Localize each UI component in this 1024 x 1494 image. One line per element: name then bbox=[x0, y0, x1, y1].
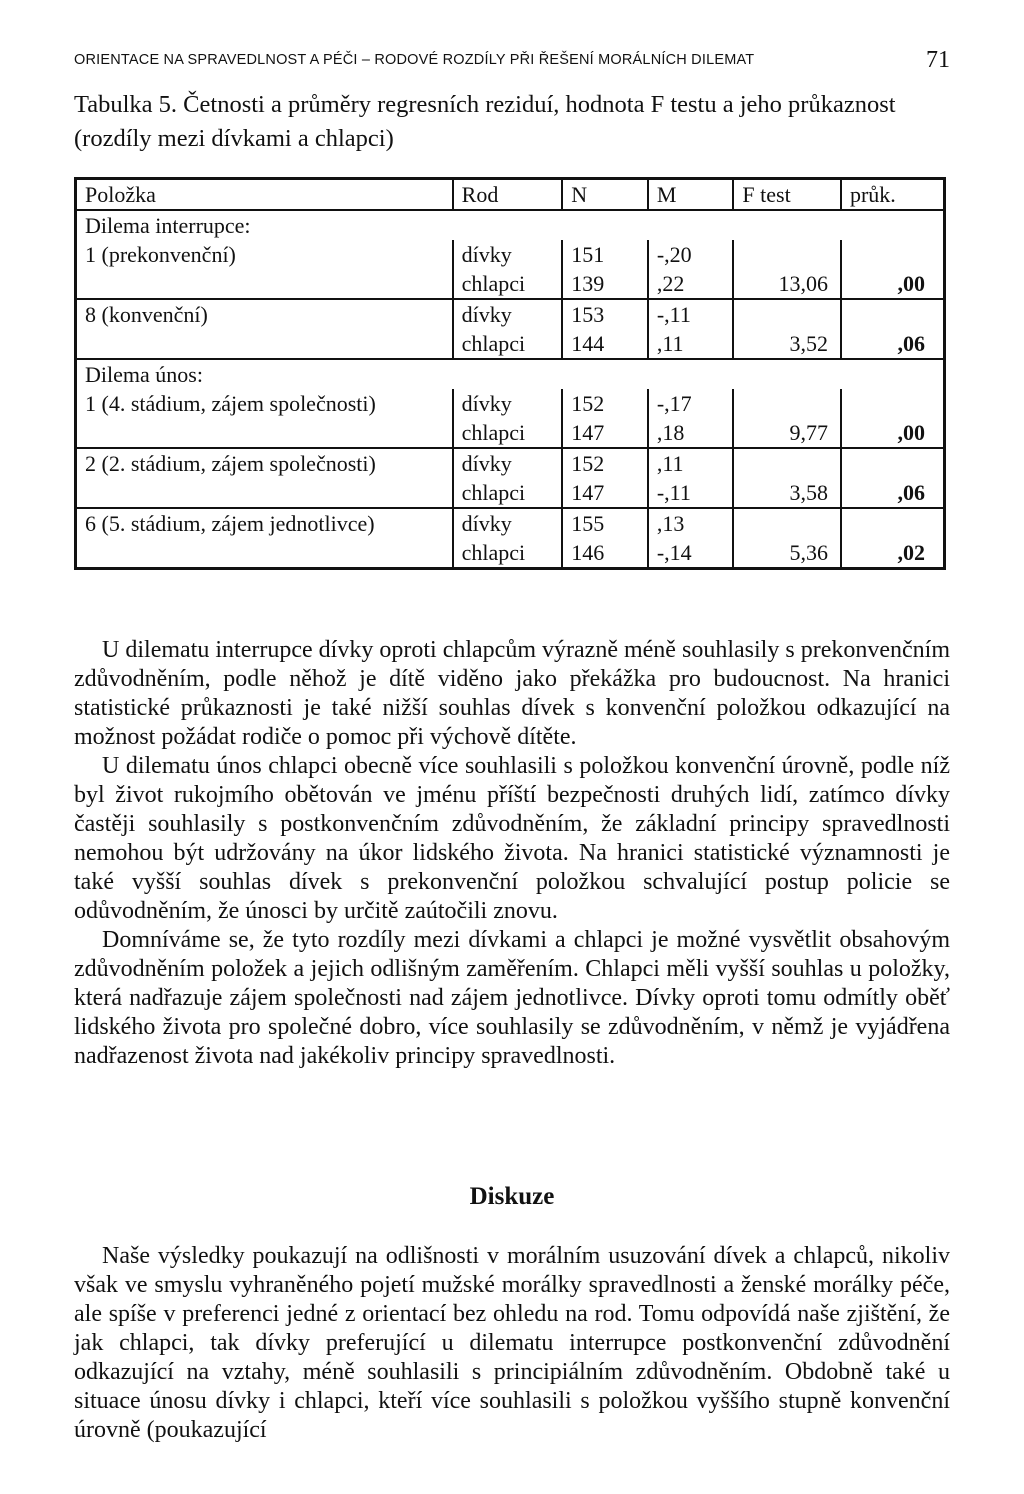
significance-cell bbox=[841, 299, 945, 329]
mean-cell: ,11 bbox=[648, 448, 734, 478]
table-row bbox=[76, 418, 945, 448]
table-row bbox=[76, 269, 945, 299]
significance-cell: ,02 bbox=[841, 538, 945, 569]
running-head: ORIENTACE NA SPRAVEDLNOST A PÉČI – RODOVÉ ROZDÍLY PŘI ŘEŠENÍ MORÁLNÍCH DILEMAT bbox=[74, 52, 755, 68]
n-cell: 144 bbox=[562, 329, 648, 359]
data-table bbox=[74, 177, 946, 570]
f-test-cell bbox=[733, 299, 841, 329]
paragraph: U dilematu únos chlapci obecně více souhlasili s položkou konvenční úrovně, podle níž byl život rukojmího obětován ve jménu příští bezpečnosti druhých lidí, zatímco dívky častěji souhlasily s postkonvenčním zdůvodněním, že základní principy spravedlnosti nemohou být udržovány na úkor lidského života. Na hranici statistické významnosti je také vyšší souhlas dívek s prekonvenční položkou schvalující postup policie se odůvodněním, že únosci by určitě zaútočili znovu. bbox=[74, 753, 950, 924]
column-header-n: N bbox=[562, 179, 648, 211]
significance-cell: ,06 bbox=[841, 329, 945, 359]
item-label: 1 (prekonvenční) bbox=[85, 242, 236, 267]
mean-cell: ,18 bbox=[648, 418, 734, 448]
table-caption: Tabulka 5. Četnosti a průměry regresních reziduí, hodnota F testu a jeho průkaznost (rozdíly mezi dívkami a chlapci) bbox=[74, 91, 896, 152]
n-cell: 152 bbox=[562, 389, 648, 418]
table-row bbox=[76, 478, 945, 508]
paragraph: Domníváme se, že tyto rozdíly mezi dívkami a chlapci je možné vysvětlit obsahovým zdůvodněním položek a jejich odlišným zaměřením. Chlapci měli vyšší souhlas u položky, která nadřazuje zájem společnosti nad zájem jednotlivce. Dívky oproti tomu odmítly oběť lidského života pro společné dobro, více souhlasily se zdůvodněním, v němž je vyjádřena nadřazenost života nad jakékoliv principy spravedlnosti. bbox=[74, 927, 950, 1069]
significance-cell: ,06 bbox=[841, 478, 945, 508]
item-label: 6 (5. stádium, zájem jednotlivce) bbox=[76, 508, 453, 538]
mean-cell: -,20 bbox=[648, 240, 734, 269]
section-header-row bbox=[76, 210, 945, 240]
f-test-cell: 13,06 bbox=[733, 269, 841, 299]
f-test-cell: 9,77 bbox=[733, 418, 841, 448]
column-header-item: Položka bbox=[76, 179, 453, 211]
item-label-empty bbox=[76, 418, 453, 448]
column-header-significance: průk. bbox=[841, 179, 945, 211]
significance-cell bbox=[841, 508, 945, 538]
significance-cell: ,00 bbox=[841, 418, 945, 448]
table-header-row bbox=[76, 179, 945, 211]
gender-cell: dívky bbox=[453, 299, 563, 329]
page-number: 71 bbox=[926, 46, 950, 73]
gender-cell: dívky bbox=[453, 448, 563, 478]
table-row bbox=[76, 329, 945, 359]
section-title: Dilema únos: bbox=[76, 359, 945, 389]
n-cell: 152 bbox=[562, 448, 648, 478]
f-test-cell: 3,52 bbox=[733, 329, 841, 359]
item-label: 1 (4. stádium, zájem společnosti) bbox=[85, 391, 376, 416]
n-cell: 147 bbox=[562, 478, 648, 508]
section-header-row bbox=[76, 359, 945, 389]
significance-cell bbox=[841, 448, 945, 478]
n-cell: 155 bbox=[562, 508, 648, 538]
n-cell: 147 bbox=[562, 418, 648, 448]
item-label-empty bbox=[76, 538, 453, 569]
item-label: 2 (2. stádium, zájem společnosti) bbox=[76, 448, 453, 478]
n-cell: 151 bbox=[562, 240, 648, 269]
paragraph: Naše výsledky poukazují na odlišnosti v morálním usuzování dívek a chlapců, nikoliv však ve smyslu vyhraněného pojetí mužské morálky spravedlnosti a ženské morálky péče, ale spíše v preferenci jedné z orientací bez ohledu na rod. Tomu odpovídá naše zjištění, že jak chlapci, tak dívky preferující u dilematu interrupce postkonvenční zdůvodnění odkazující na vztahy, méně souhlasili s principiálním zdůvodněním. Obdobně také u situace únosu dívky i chlapci, kteří více souhlasili s položkou vyššího stupně konvenční úrovně (poukazující bbox=[74, 1243, 950, 1443]
item-label-empty bbox=[76, 478, 453, 508]
section-title: Dilema interrupce: bbox=[76, 210, 945, 240]
paragraph: U dilematu interrupce dívky oproti chlapcům výrazně méně souhlasily s prekonvenčním zdůvodněním, podle něhož je dítě viděno jako překážka pro budoucnost. Na hranici statistické průkaznosti je také nižší souhlas dívek s konvenční položkou odkazující na možnost požádat rodiče o pomoc při výchově dítěte. bbox=[74, 637, 950, 750]
column-header-f-test: F test bbox=[733, 179, 841, 211]
mean-cell: -,11 bbox=[648, 478, 734, 508]
f-test-cell: 3,58 bbox=[733, 478, 841, 508]
section-heading: Diskuze bbox=[469, 1183, 555, 1210]
significance-cell: ,00 bbox=[841, 269, 945, 299]
f-test-cell bbox=[733, 448, 841, 478]
table-row bbox=[76, 508, 945, 538]
mean-cell: ,11 bbox=[648, 329, 734, 359]
significance-cell bbox=[841, 240, 945, 269]
gender-cell: chlapci bbox=[453, 538, 563, 569]
gender-cell: dívky bbox=[453, 508, 563, 538]
f-test-cell bbox=[733, 508, 841, 538]
f-test-cell bbox=[733, 240, 841, 269]
f-test-cell bbox=[733, 389, 841, 418]
f-test-cell: 5,36 bbox=[733, 538, 841, 569]
table-row bbox=[76, 240, 945, 269]
table-row bbox=[76, 538, 945, 569]
n-cell: 139 bbox=[562, 269, 648, 299]
discussion-text bbox=[74, 1242, 950, 1445]
table-row bbox=[76, 448, 945, 478]
item-label: 8 (konvenční) bbox=[76, 299, 453, 329]
gender-cell: dívky bbox=[453, 389, 563, 418]
item-label-empty bbox=[76, 329, 453, 359]
mean-cell: -,17 bbox=[648, 389, 734, 418]
item-label-empty bbox=[76, 269, 453, 299]
page-header bbox=[74, 40, 950, 80]
gender-cell: dívky bbox=[453, 240, 563, 269]
mean-cell: -,11 bbox=[648, 299, 734, 329]
gender-cell: chlapci bbox=[453, 269, 563, 299]
n-cell: 153 bbox=[562, 299, 648, 329]
table-row bbox=[76, 389, 945, 418]
column-header-mean: M bbox=[648, 179, 734, 211]
table-row bbox=[76, 299, 945, 329]
n-cell: 146 bbox=[562, 538, 648, 569]
mean-cell: -,14 bbox=[648, 538, 734, 569]
results-text bbox=[74, 636, 950, 1071]
mean-cell: ,22 bbox=[648, 269, 734, 299]
gender-cell: chlapci bbox=[453, 329, 563, 359]
mean-cell: ,13 bbox=[648, 508, 734, 538]
column-header-gender: Rod bbox=[453, 179, 563, 211]
gender-cell: chlapci bbox=[453, 478, 563, 508]
gender-cell: chlapci bbox=[453, 418, 563, 448]
significance-cell bbox=[841, 389, 945, 418]
